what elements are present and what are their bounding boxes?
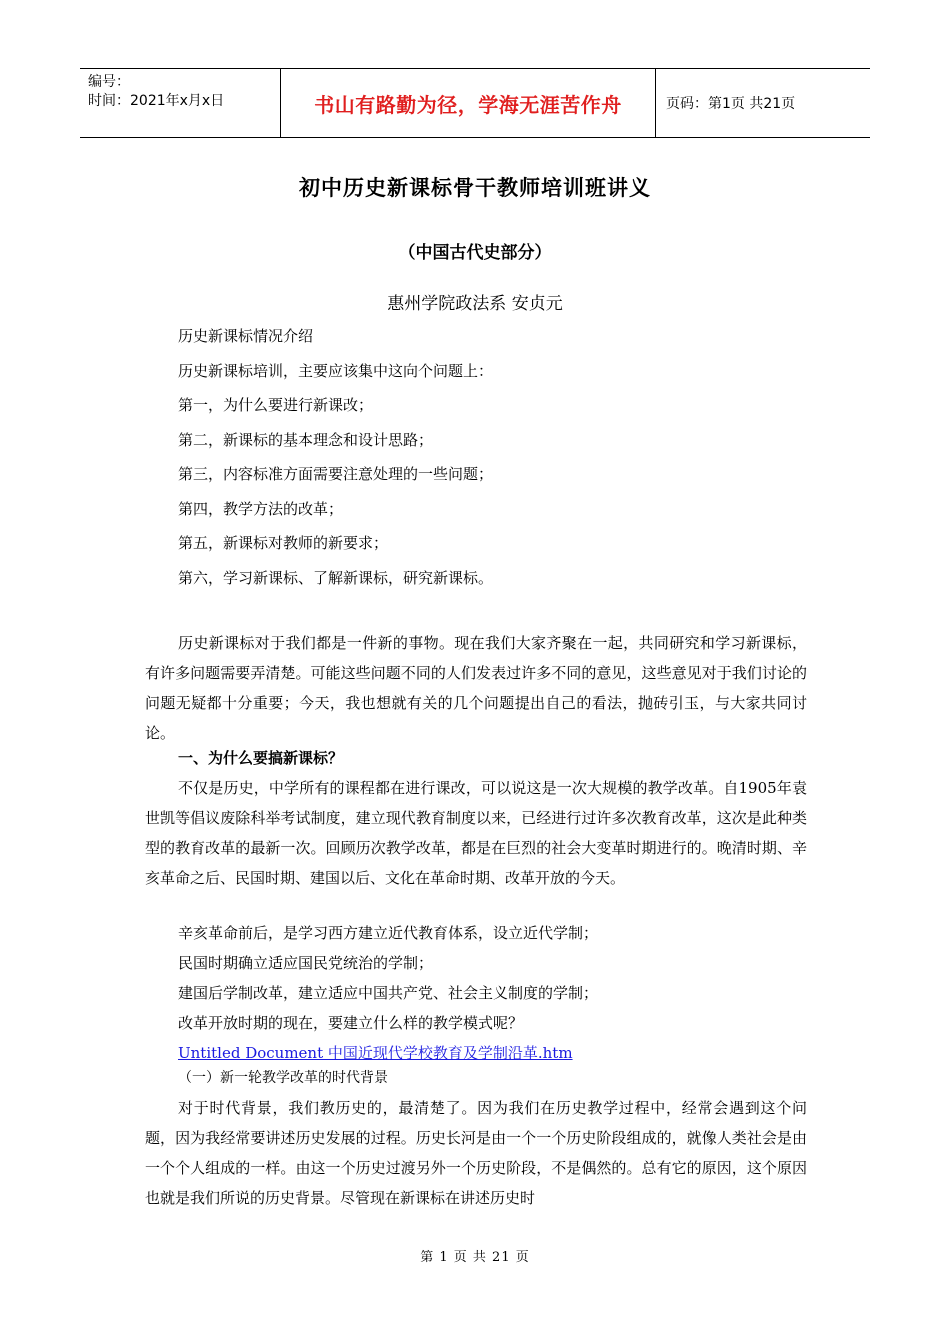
line-item: 建国后学制改革，建立适应中国共产党、社会主义制度的学制； [178, 984, 599, 1002]
header-meta [80, 69, 280, 137]
line-item: 改革开放时期的现在，要建立什么样的教学模式呢？ [178, 1014, 524, 1032]
list-item: 第四，教学方法的改革； [178, 499, 344, 518]
line-item: 辛亥革命前后，是学习西方建立近代教育体系，设立近代学制； [178, 924, 599, 942]
document-header [80, 68, 870, 138]
list-item: 历史新课标培训，主要应该集中这向个问题上： [178, 361, 494, 380]
motto: 书山有路勤为径，学海无涯苦作舟 [314, 92, 622, 117]
list-item: 第五，新课标对教师的新要求； [178, 534, 389, 552]
document-subtitle: （中国古代史部分） [398, 243, 552, 263]
document-title: 初中历史新课标骨干教师培训班讲义 [299, 175, 651, 200]
list-item: 第一，为什么要进行新课改； [178, 396, 374, 414]
paragraph-background: 对于时代背景，我们教历史的，最清楚了。因为我们在历史教学过程中，经常会遇到这个问题，因为我经常要讲述历史发展的过程。历史长河是由一个一个历史阶段组成的，就像人类社会是由一个个人组成的一样。由这一个历史过渡另外一个历史阶段，不是偶然的。总有它的原因，这个原因也就是我们所说的历史背景。尽管现在新课标在讲述历史时 [145, 1099, 807, 1207]
list-item: 历史新课标情况介绍 [178, 327, 314, 345]
list-item: 第六，学习新课标、了解新课标，研究新课标。 [178, 568, 494, 587]
paragraph-intro: 历史新课标对于我们都是一件新的事物。现在我们大家齐聚在一起，共同研究和学习新课标，有许多问题需要弄清楚。可能这些问题不同的人们发表过许多不同的意见，这些意见对于我们讨论的问题无疑都十分重要；今天，我也想就有关的几个问题提出自己的看法，抛砖引玉，与大家共同讨论。 [145, 634, 807, 742]
list-item: 第三，内容标准方面需要注意处理的一些问题； [178, 465, 494, 483]
header-page-info [656, 69, 870, 137]
section-heading: 一、为什么要搞新课标？ [178, 749, 344, 767]
subsection-heading: （一）新一轮教学改革的时代背景 [178, 1070, 388, 1086]
author-line: 惠州学院政法系 安贞元 [387, 294, 563, 314]
date-label: 时间：2021年x月x日 [88, 93, 225, 109]
number-label: 编号： [88, 74, 130, 90]
document-link[interactable]: Untitled Document 中国近现代学校教育及学制沿革.htm [178, 1044, 573, 1062]
page-info: 页码：第1页 共21页 [666, 96, 796, 112]
paragraph-reform-history: 不仅是历史，中学所有的课程都在进行课改，可以说这是一次大规模的教学改革。自1905年袁世凯等倡议废除科举考试制度，建立现代教育制度以来，已经进行过许多次教育改革，这次是此种类型的教育改革的最新一次。回顾历次教学改革，都是在巨烈的社会大变革时期进行的。晚清时期、辛亥革命之后、民国时期、建国以后、文化在革命时期、改革开放的今天。 [145, 779, 807, 887]
intro-list [178, 322, 493, 598]
line-item: 民国时期确立适应国民党统治的学制； [178, 954, 434, 972]
header-motto-cell [280, 69, 656, 137]
page-footer: 第 1 页 共 21 页 [420, 1250, 530, 1265]
reform-lines [145, 918, 840, 1068]
list-item: 第二，新课标的基本理念和设计思路； [178, 430, 434, 449]
